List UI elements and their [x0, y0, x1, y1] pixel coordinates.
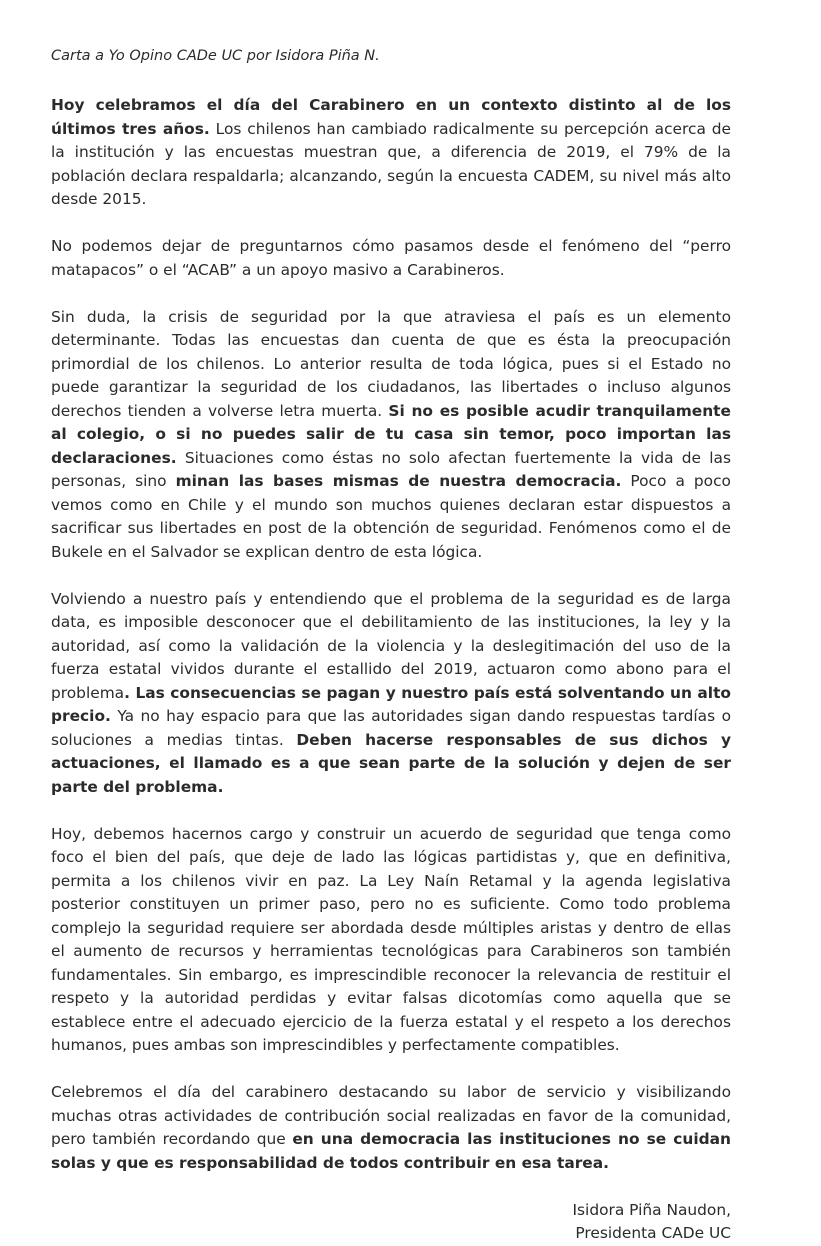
text-run: No podemos dejar de preguntarnos cómo pasamos desde el fenómeno del “perro matapacos” o el “ACAB” a un apoyo masivo a Carabineros. — [51, 237, 731, 279]
bold-text-run: . Las consecuencias se pagan y nuestro país está solventando un alto precio. — [51, 683, 731, 725]
paragraph-6 — [51, 1081, 731, 1175]
signature-role: Presidenta CADe UC — [575, 1224, 731, 1242]
bold-text-run: minan las bases mismas de nuestra democracia. — [175, 472, 622, 490]
bold-text-run: en una democracia las instituciones no se cuidan solas y que es responsabilidad de todos contribuir en esa tarea. — [51, 1130, 732, 1172]
letter-header: Carta a Yo Opino CADe UC por Isidora Piña N. — [51, 48, 380, 64]
signature-block — [51, 1199, 731, 1246]
text-run: Sin duda, la crisis de seguridad por la que atraviesa el país es un elemento determinante. Todas las encuestas dan cuenta de que es ésta la preocupación primordial de los chilenos. Lo anterior resulta de toda lógica, pues si el Estado no puede garantizar la seguridad de los ciudadanos, las libertades o incluso algunos derechos tienden a volverse letra muerta. — [51, 307, 731, 420]
signature-name: Isidora Piña Naudon, — [572, 1200, 731, 1219]
letter-body — [51, 94, 731, 1175]
text-run: Volviendo a nuestro país y entendiendo que el problema de la seguridad es de larga data, es imposible desconocer que el debilitamiento de las instituciones, la ley y la autoridad, así como la validación de la violencia y la deslegitimación del uso de la fuerza estatal vividos durante el estallido del 2019, actuaron como abono para el problema — [51, 589, 731, 702]
text-run: Ya no hay espacio para que las autoridades sigan dando respuestas tardías o soluciones a medias tintas. — [51, 707, 731, 749]
text-run: Los chilenos han cambiado radicalmente su percepción acerca de la institución y las encuestas muestran que, a diferencia de 2019, el 79% de la población declara respaldarla; alcanzando, según la encuesta CADEM, su nivel más alto desde 2015. — [51, 119, 732, 208]
bold-text-run: Si no es posible acudir tranquilamente al colegio, o si no puedes salir de tu casa sin temor, poco importan las declaraciones. — [51, 401, 731, 467]
bold-text-run: Hoy celebramos el día del Carabinero en un contexto distinto al de los últimos tres años. — [51, 96, 731, 138]
text-run: Hoy, debemos hacernos cargo y construir un acuerdo de seguridad que tenga como foco el bien del país, que deje de lado las lógicas partidistas y, que en definitiva, permita a los chilenos vivir en paz. La Ley Naín Retamal y la agenda legislativa posterior constituyen un primer paso, pero no es suficiente. Como todo problema complejo la seguridad requiere ser abordada desde múltiples aristas y dentro de ellas el aumento de recursos y herramientas tecnológicas para Carabineros son también fundamentales. Sin embargo, es imprescindible reconocer la relevancia de restituir el respeto y la autoridad perdidas y evitar falsas dicotomías como aquella que se establece entre el adecuado ejercicio de la fuerza estatal y el respeto a los derechos humanos, pues ambas son imprescindibles y perfectamente compatibles. — [51, 824, 731, 1054]
text-run: Celebremos el día del carabinero destacando su labor de servicio y visibilizando muchas otras actividades de contribución social realizadas en favor de la comunidad, pero también recordando que — [51, 1083, 731, 1148]
paragraph-3 — [51, 306, 731, 565]
bold-text-run: Deben hacerse responsables de sus dichos y actuaciones, el llamado es a que sean parte de la solución y dejen de ser parte del problema. — [51, 730, 731, 796]
paragraph-5 — [51, 823, 731, 1058]
paragraph-2 — [51, 235, 731, 282]
text-run: Poco a poco vemos como en Chile y el mundo son muchos quienes declaran estar dispuestos a sacrificar sus libertades en post de la obtención de seguridad. Fenómenos como el de Bukele en el Salvador se explican dentro de esta lógica. — [51, 472, 731, 561]
text-run: Situaciones como éstas no solo afectan fuertemente la vida de las personas, sino — [51, 448, 731, 490]
paragraph-4 — [51, 588, 731, 800]
paragraph-1 — [51, 94, 731, 212]
